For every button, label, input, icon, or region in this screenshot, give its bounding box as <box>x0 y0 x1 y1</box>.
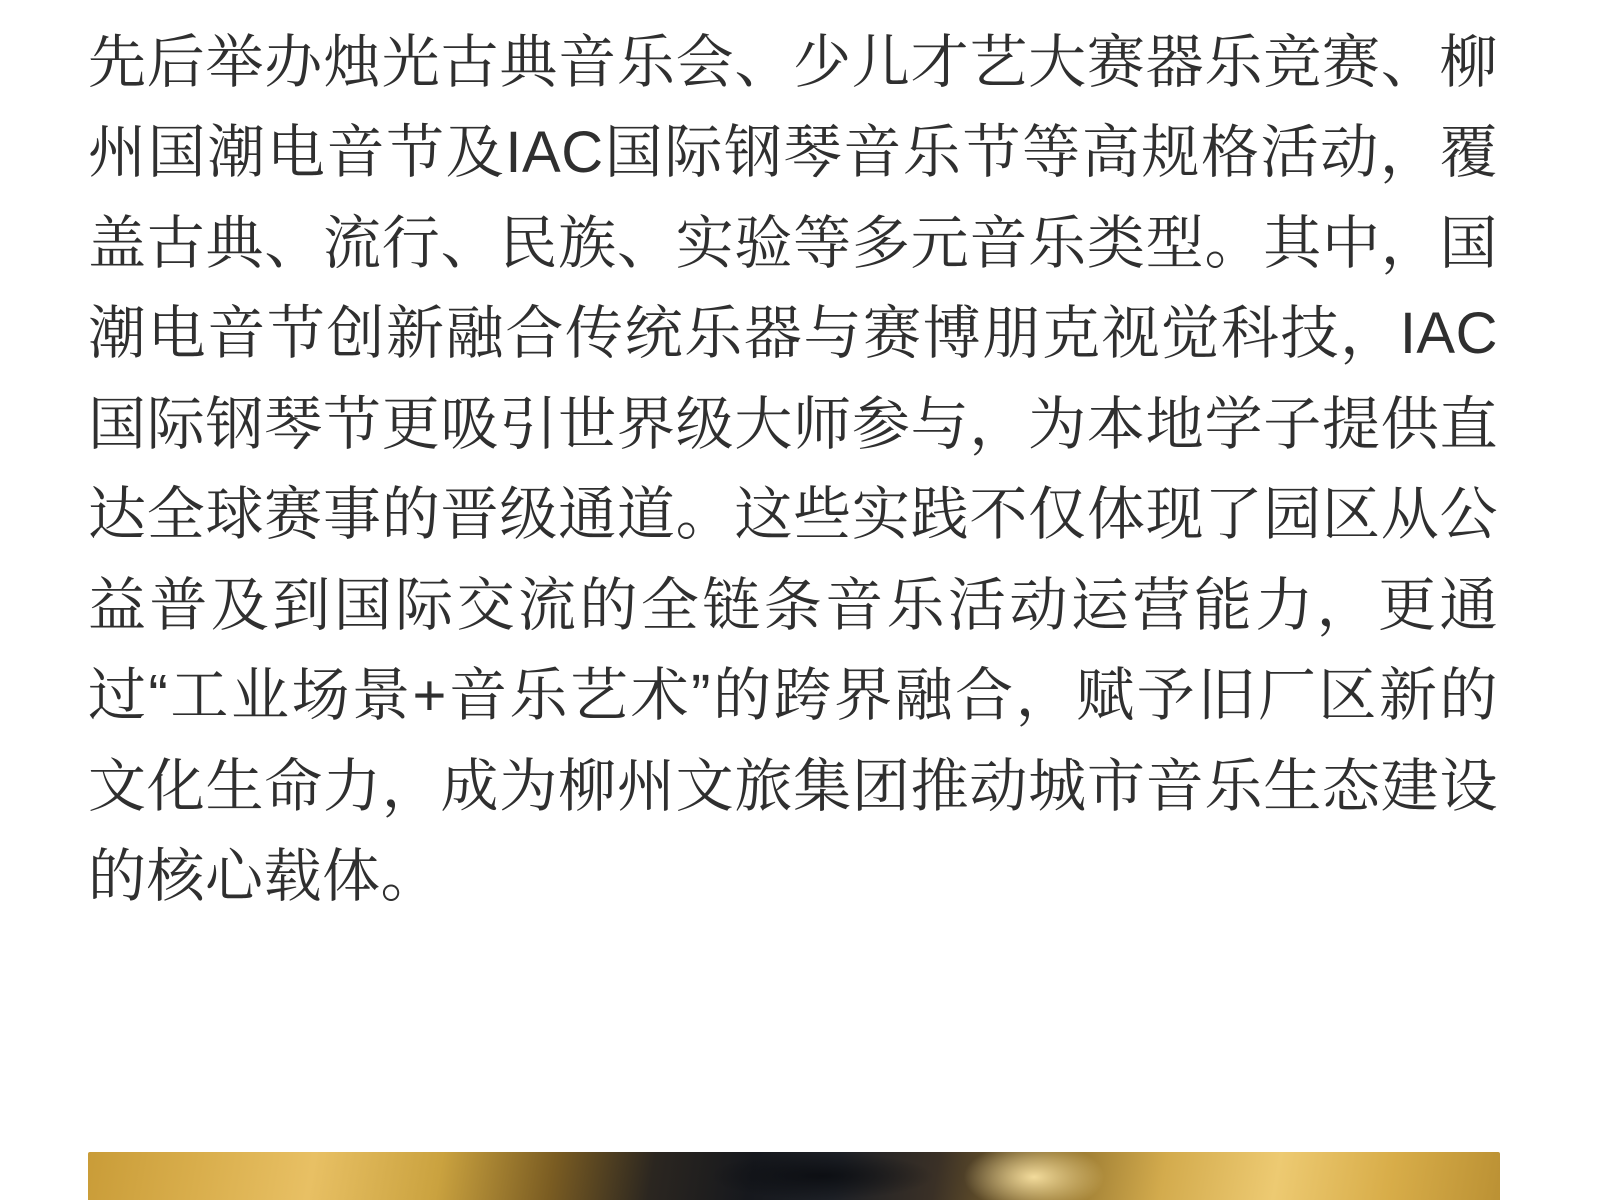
image-highlight-region <box>963 1152 1104 1200</box>
article-paragraph: 先后举办烛光古典音乐会、少儿才艺大赛器乐竞赛、柳州国潮电音节及IAC国际钢琴音乐节等高规格活动，覆盖古典、流行、民族、实验等多元音乐类型。其中，国潮电音节创新融合传统乐器与赛博朋克视觉科技，IAC国际钢琴节更吸引世界级大师参与，为本地学子提供直达全球赛事的晋级通道。这些实践不仅体现了园区从公益普及到国际交流的全链条音乐活动运营能力，更通过“工业场景+音乐艺术”的跨界融合，赋予旧厂区新的文化生命力，成为柳州文旅集团推动城市音乐生态建设的核心载体。 <box>88 30 1498 910</box>
article-image <box>88 1152 1500 1200</box>
image-shadow-region <box>709 1152 935 1200</box>
article-body <box>88 18 1498 923</box>
